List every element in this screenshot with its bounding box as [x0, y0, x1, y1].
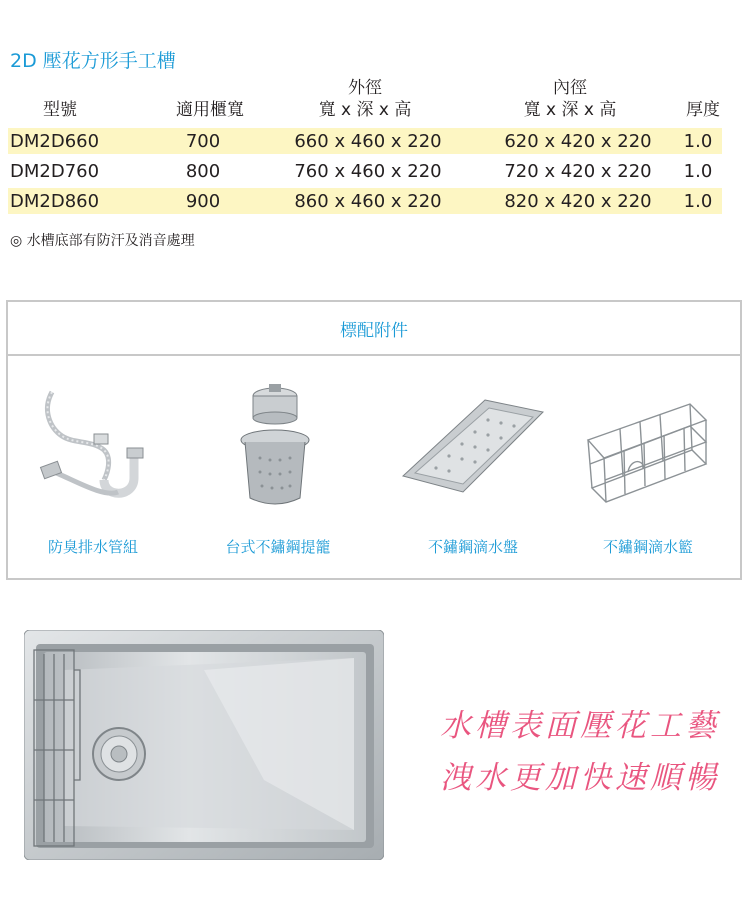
page-title: 2D 壓花方形手工槽 — [10, 50, 176, 72]
cell-outer: 660 x 460 x 220 — [294, 131, 442, 152]
table-row — [8, 188, 722, 214]
slogan-line-2: 洩水更加快速順暢 — [440, 760, 720, 796]
table-row — [8, 128, 722, 154]
drip-tray-icon — [393, 380, 553, 520]
cell-thickness: 1.0 — [683, 131, 713, 152]
strainer-basket-icon — [220, 380, 340, 520]
cell-thickness: 1.0 — [683, 161, 713, 182]
header-outer-group: 外徑 — [348, 78, 382, 98]
cell-outer: 860 x 460 x 220 — [294, 191, 442, 212]
accessory-label-drain-pipe: 防臭排水管組 — [47, 538, 138, 556]
sink-image — [24, 630, 384, 860]
header-inner-group: 內徑 — [553, 78, 587, 98]
drain-pipe-icon — [34, 380, 154, 520]
header-model: 型號 — [43, 100, 77, 120]
slogan-line-1: 水槽表面壓花工藝 — [440, 708, 720, 744]
cell-cabinet: 700 — [185, 131, 221, 152]
accessories-header — [8, 302, 740, 356]
cell-inner: 620 x 420 x 220 — [504, 131, 652, 152]
accessory-label-wire-basket: 不鏽鋼滴水籃 — [602, 538, 693, 556]
header-outer-dims: 寬 x 深 x 高 — [318, 100, 412, 120]
cell-inner: 820 x 420 x 220 — [504, 191, 652, 212]
header-cabinet-width: 適用櫃寬 — [176, 100, 244, 120]
cell-cabinet: 800 — [185, 161, 221, 182]
cell-model: DM2D860 — [10, 191, 100, 212]
accessories-panel — [6, 300, 742, 580]
table-row — [8, 158, 722, 184]
table-note: ◎ 水槽底部有防汗及消音處理 — [10, 233, 195, 249]
cell-cabinet: 900 — [185, 191, 221, 212]
header-inner-dims: 寬 x 深 x 高 — [523, 100, 617, 120]
accessory-label-drip-tray: 不鏽鋼滴水盤 — [427, 538, 518, 556]
cell-thickness: 1.0 — [683, 191, 713, 212]
cell-outer: 760 x 460 x 220 — [294, 161, 442, 182]
accessories-title: 標配附件 — [340, 321, 408, 341]
header-thickness: 厚度 — [686, 100, 720, 120]
wire-basket-icon — [568, 380, 728, 520]
accessory-label-strainer: 台式不鏽鋼提籠 — [225, 538, 331, 556]
cell-model: DM2D660 — [10, 131, 100, 152]
cell-inner: 720 x 420 x 220 — [504, 161, 652, 182]
cell-model: DM2D760 — [10, 161, 100, 182]
